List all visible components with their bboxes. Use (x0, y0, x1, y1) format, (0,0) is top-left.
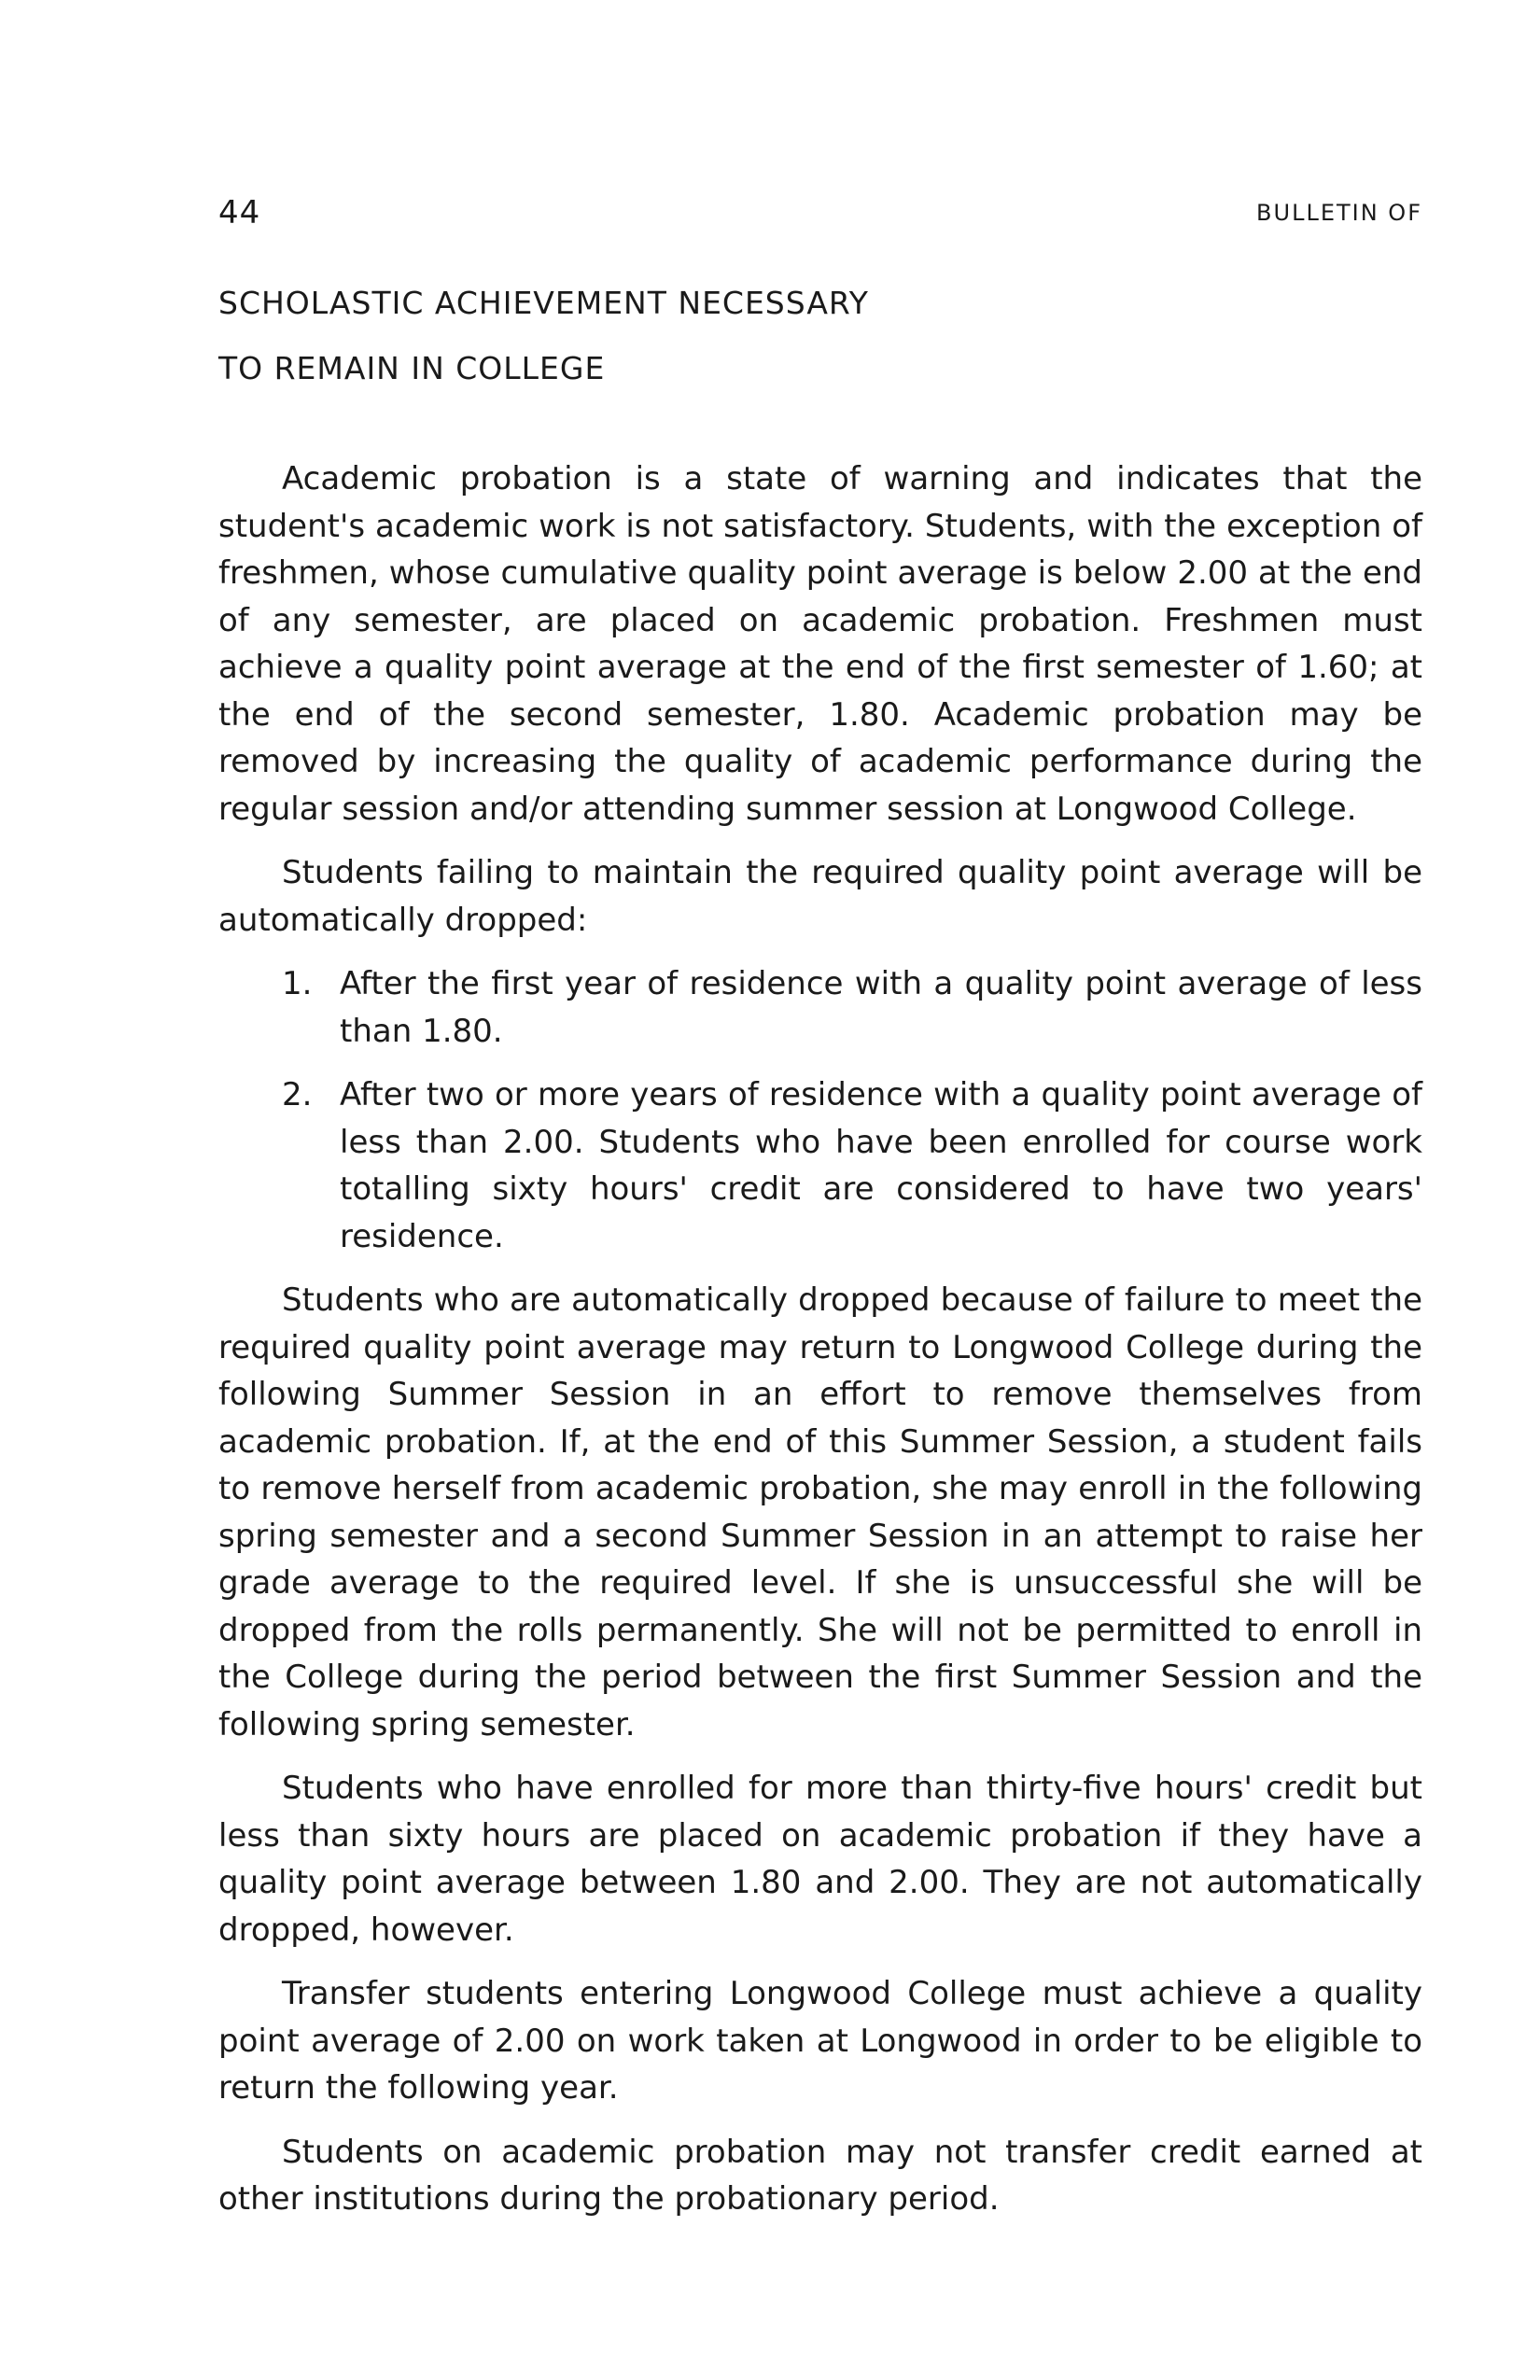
list-item-number: 1. (282, 965, 313, 1002)
body-text (218, 455, 1422, 2223)
list-item (218, 960, 1422, 1055)
running-title: BULLETIN OF (1256, 200, 1422, 226)
page-number: 44 (218, 194, 261, 231)
drop-conditions-list (218, 960, 1422, 1260)
list-item-text: After the first year of residence with a quality point average of less than 1.80. (340, 965, 1422, 1050)
paragraph-academic-probation: Academic probation is a state of warning and indicates that the student's academic work is not satisfactory. Students, with the exception of freshmen, whose cumulative quality point average is below 2.00 at the end of any semester, are placed on academic probation. Freshmen must achieve a quality point average at the end of the first semester of 1.60; at the end of the second semester, 1.80. Academic probation may be removed by increasing the quality of academic performance during the regular session and/or attending summer session at Longwood College. (218, 460, 1422, 828)
paragraph-summer-session: Students who are automatically dropped because of failure to meet the required quality point average may return to Longwood College during the following Summer Session in an effort to remove themselves from academic probation. If, at the end of this Summer Session, a student fails to remove herself from academic probation, she may enroll in the following spring semester and a second Summer Session in an attempt to raise her grade average to the required level. If she is unsuccessful she will be dropped from the rolls permanently. She will not be permitted to enroll in the College during the period between the first Summer Session and the following spring semester. (218, 1281, 1422, 1743)
list-item-text: After two or more years of residence with a quality point average of less than 2.00. Students who have been enrolled for course work totalling sixty hours' credit are considered to have two years' residence. (340, 1076, 1422, 1255)
section-title-line-2: TO REMAIN IN COLLEGE (218, 350, 606, 386)
paragraph-automatic-drop: Students failing to maintain the required quality point average will be automatically dropped: (218, 854, 1422, 939)
running-head (218, 194, 1422, 235)
paragraph-transfer-students: Transfer students entering Longwood College must achieve a quality point average of 2.00 on work taken at Longwood in order to be eligible to return the following year. (218, 1975, 1422, 2107)
page-content (218, 271, 1422, 2240)
paragraph-transfer-credit: Students on academic probation may not transfer credit earned at other institutions during the probationary period. (218, 2133, 1422, 2218)
list-item (218, 1071, 1422, 1260)
list-item-number: 2. (282, 1076, 313, 1113)
section-title-line-1: SCHOLASTIC ACHIEVEMENT NECESSARY (218, 285, 869, 321)
paragraph-thirty-five-hours: Students who have enrolled for more than thirty-five hours' credit but less than sixty hours are placed on academic probation if they have a quality point average between 1.80 and 2.00. They are not automatically dropped, however. (218, 1770, 1422, 1949)
section-title (218, 271, 1422, 401)
